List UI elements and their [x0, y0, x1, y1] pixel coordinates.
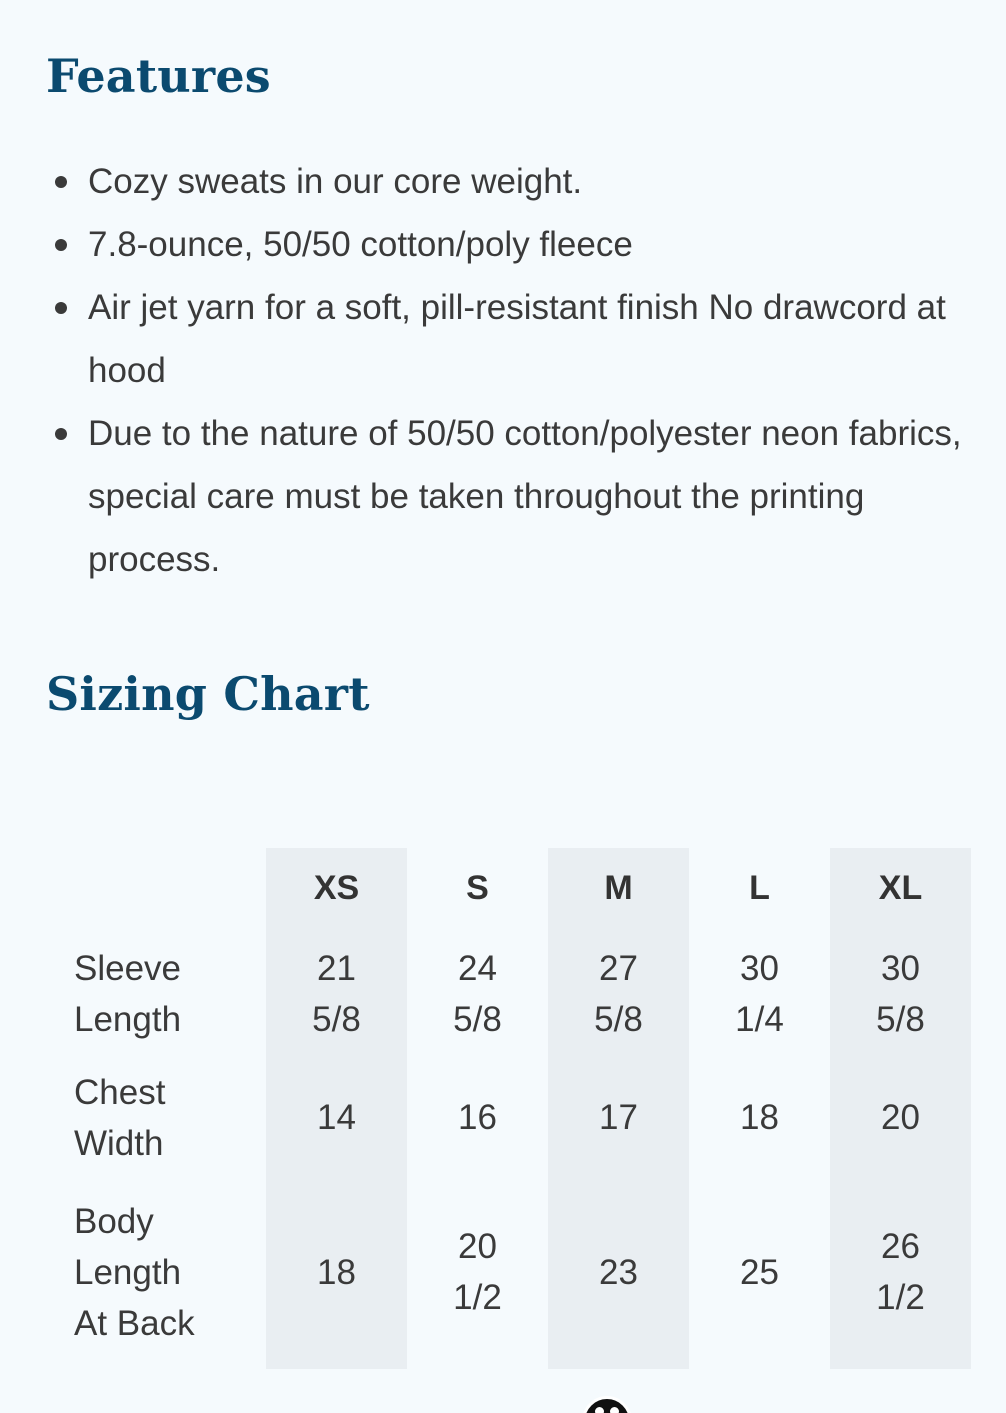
table-cell [548, 1175, 689, 1369]
row-label-line: Length [74, 1252, 182, 1292]
table-cell [548, 928, 689, 1060]
table-cell [830, 1175, 971, 1369]
table-row-chest-width [58, 1060, 971, 1175]
cell-line: 18 [317, 1252, 356, 1292]
feature-item: Cozy sweats in our core weight. [88, 150, 968, 213]
cell-line: 5/8 [876, 1000, 925, 1039]
features-list [88, 150, 968, 591]
size-header-xl: XL [830, 848, 971, 928]
sizing-chart-table [58, 848, 971, 1369]
row-label-line: At Back [74, 1303, 195, 1343]
table-row-body-length-at-back [58, 1175, 971, 1369]
cell-line: 27 [599, 949, 638, 988]
table-cell [830, 928, 971, 1060]
table-cell [407, 1175, 548, 1369]
cell-line: 18 [740, 1098, 779, 1137]
size-header-m: M [548, 848, 689, 928]
cell-line: 14 [317, 1098, 356, 1137]
cell-line: 30 [881, 949, 920, 988]
cell-line: 5/8 [453, 1000, 502, 1039]
cell-line: 20 [458, 1227, 497, 1266]
table-cell [689, 1060, 830, 1175]
cell-line: 24 [458, 949, 497, 988]
row-label-line: Chest [74, 1072, 166, 1112]
table-row-sleeve-length [58, 928, 971, 1060]
table-cell [689, 1175, 830, 1369]
empty-header-cell [58, 848, 266, 928]
table-cell [830, 1060, 971, 1175]
feature-item: Due to the nature of 50/50 cotton/polyester neon fabrics, special care must be taken throughout the printing process. [88, 402, 968, 591]
row-label-line: Sleeve [74, 949, 182, 988]
cell-line: 17 [599, 1098, 638, 1137]
row-label-line: Width [74, 1123, 164, 1163]
cell-line: 1/2 [453, 1278, 502, 1317]
row-label [58, 1060, 266, 1175]
row-label [58, 1175, 266, 1369]
size-header-xs: XS [266, 848, 407, 928]
cell-line: 1/4 [735, 1000, 784, 1039]
row-label [58, 928, 266, 1060]
cell-line: 30 [740, 949, 779, 988]
table-cell [548, 1060, 689, 1175]
cell-line: 25 [740, 1252, 779, 1292]
table-cell [266, 1175, 407, 1369]
cell-line: 20 [881, 1098, 920, 1137]
table-cell [407, 928, 548, 1060]
size-header-row [58, 848, 971, 928]
cell-line: 23 [599, 1252, 638, 1292]
size-header-s: S [466, 868, 489, 907]
feature-item: 7.8-ounce, 50/50 cotton/poly fleece [88, 213, 968, 276]
cell-line: 5/8 [594, 1000, 643, 1039]
table-cell [266, 1060, 407, 1175]
size-header-l: L [749, 868, 770, 907]
row-label-line: Length [74, 1000, 182, 1039]
row-label-line: Body [74, 1201, 154, 1241]
cell-line: 16 [458, 1098, 497, 1137]
feature-item: Air jet yarn for a soft, pill-resistant finish No drawcord at hood [88, 276, 968, 402]
features-heading: Features [46, 49, 271, 103]
cell-line: 5/8 [312, 1000, 361, 1039]
sizing-chart-heading: Sizing Chart [46, 667, 370, 721]
chat-bubble-icon[interactable] [582, 1396, 632, 1413]
cell-line: 21 [317, 949, 356, 988]
table-cell [689, 928, 830, 1060]
cell-line: 1/2 [876, 1278, 925, 1317]
table-cell [266, 928, 407, 1060]
cell-line: 26 [881, 1227, 920, 1266]
table-cell [407, 1060, 548, 1175]
